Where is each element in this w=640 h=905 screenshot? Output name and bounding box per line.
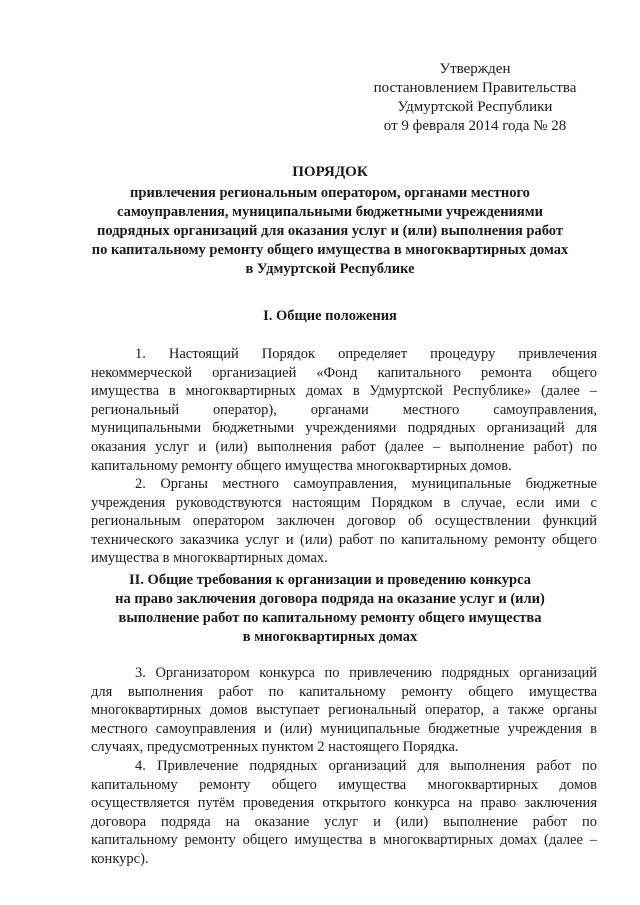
heading-line: выполнение работ по капитальному ремонту общего имущества	[118, 610, 542, 626]
text-line: осуществляется путём проведения открытого конкурса на право заключения	[91, 795, 597, 812]
text-line: капитальному ремонту общего имущества многоквартирных домов.	[91, 457, 512, 474]
approval-line: от 9 февраля 2014 года № 28	[383, 118, 567, 134]
text-line: многоквартирных домов выступает региональный оператор, а также органы	[91, 702, 597, 719]
text-line: учреждения руководствуются настоящим Порядком в случае, если ими с	[91, 494, 597, 511]
text-line: региональный оператор), органами местного самоуправления,	[91, 401, 597, 418]
approval-stamp	[360, 60, 590, 136]
heading-line: в многоквартирных домах	[242, 629, 418, 645]
approval-line: постановлением Правительства	[373, 80, 577, 96]
text-line: 1. Настоящий Порядок определяет процедуру привлечения	[135, 346, 597, 362]
text-line: договора подряда на оказание услуг и (или) выполнение работ по	[91, 813, 597, 830]
text-line: муниципальными бюджетными учреждениями подрядных организаций для	[91, 420, 597, 437]
text-line: местного самоуправления и (или) муниципальные бюджетные учреждения в	[91, 720, 597, 737]
section-2-heading	[80, 571, 580, 647]
text-line: для выполнения работ по капитальному ремонту общего имущества	[91, 683, 597, 700]
text-line: региональным оператором заключен договор об осуществлении функций	[91, 513, 597, 530]
text-line: имущества в многоквартирных домах в Удмуртской Республике» (далее –	[91, 383, 597, 400]
text-line: капитальному ремонту общего имущества в многоквартирных домах (далее –	[91, 832, 597, 849]
approval-line: Удмуртской Республики	[397, 99, 553, 115]
title-line: в Удмуртской Республике	[245, 261, 415, 277]
text-line: 4. Привлечение подрядных организаций для выполнения работ по	[135, 758, 597, 774]
text-line: оказания услуг и (или) выполнения работ (далее – выполнение работ) по	[91, 438, 597, 455]
paragraph-3	[91, 664, 597, 757]
paragraph-2	[91, 475, 597, 568]
text-line: имущества в многоквартирных домах.	[91, 550, 328, 567]
text-line: некоммерческой организацией «Фонд капитального ремонта общего	[91, 364, 597, 381]
title-main: ПОРЯДОК	[292, 164, 368, 180]
title-line: подрядных организаций для оказания услуг и (или) выполнения работ	[97, 223, 563, 239]
title-line: привлечения региональным оператором, органами местного	[130, 185, 530, 201]
heading-line: I. Общие положения	[263, 308, 397, 324]
title-line: по капитальному ремонту общего имущества в многоквартирных домах	[91, 242, 569, 258]
text-line: 3. Организатором конкурса по привлечению подрядных организаций	[135, 665, 597, 681]
text-line: случаях, предусмотренных пунктом 2 настоящего Порядка.	[91, 739, 459, 756]
paragraph-4	[91, 757, 597, 869]
title-line: самоуправления, муниципальными бюджетными учреждениями	[116, 204, 544, 220]
text-line: капитальному ремонту общего имущества многоквартирных домов	[91, 776, 597, 793]
approval-line: Утвержден	[439, 61, 511, 77]
text-line: 2. Органы местного самоуправления, муниципальные бюджетные	[135, 476, 597, 492]
section-1-heading	[80, 307, 580, 326]
heading-line: на право заключения договора подряда на оказание услуг и (или)	[115, 591, 545, 607]
heading-line: II. Общие требования к организации и проведению конкурса	[129, 572, 531, 588]
text-line: конкурс).	[91, 850, 149, 867]
paragraph-1	[91, 345, 597, 475]
text-line: технического заказчика услуг и (или) работ по капитальному ремонту общего	[91, 531, 597, 548]
document-title	[80, 163, 580, 279]
